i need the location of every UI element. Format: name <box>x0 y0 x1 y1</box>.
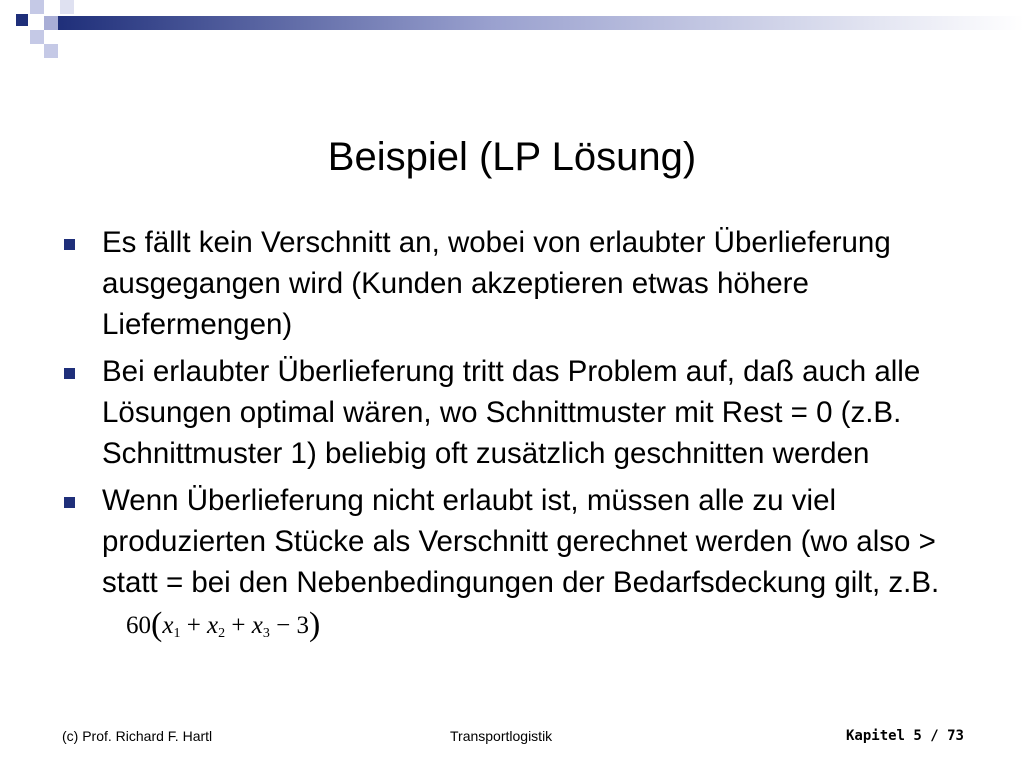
ornament-square-2 <box>30 0 44 14</box>
bullet-item-2 <box>60 351 970 474</box>
square-bullet-icon <box>64 497 75 508</box>
ornament-square-6 <box>60 0 74 14</box>
formula-close-paren: ) <box>308 606 321 643</box>
bullet-text-3: Wenn Überlieferung nicht erlaubt ist, müssen alle zu viel produzierten Stücke als Verschnitt gerechnet werden (wo also > statt = bei den Nebenbedingungen der Bedarfsdeckung gilt, z.B. <box>102 484 940 599</box>
formula-minus: − <box>276 612 291 639</box>
bullet-list <box>60 222 970 660</box>
formula-constant: 3 <box>296 612 309 639</box>
formula-plus-1: + <box>186 612 201 639</box>
formula-sub-1: 1 <box>173 626 181 641</box>
square-bullet-icon <box>64 239 75 250</box>
formula-var-3: x <box>251 612 263 639</box>
formula-var-2: x <box>207 612 219 639</box>
footer-course: Transportlogistik <box>450 728 553 744</box>
bullet-item-1 <box>60 222 970 345</box>
formula-plus-2: + <box>231 612 246 639</box>
formula-open-paren: ( <box>151 606 163 643</box>
ornament-band <box>58 16 1024 30</box>
formula-sub-2: 2 <box>218 626 226 641</box>
ornament-square-4 <box>44 16 58 30</box>
footer-author: (c) Prof. Richard F. Hartl <box>62 728 213 744</box>
bullet-item-3 <box>60 480 970 654</box>
slide-title: Beispiel (LP Lösung) <box>327 134 697 179</box>
ornament-square-5 <box>44 44 58 58</box>
footer-page-number: Kapitel 5 / 73 <box>845 728 964 744</box>
formula-var-1: x <box>162 612 174 639</box>
bullet-text-1: Es fällt kein Verschnitt an, wobei von erlaubter Überlieferung ausgegangen wird (Kunden akzeptieren etwas höhere Liefermengen) <box>102 226 891 341</box>
ornament-square-1 <box>16 14 28 26</box>
formula-sub-3: 3 <box>262 626 270 641</box>
square-bullet-icon <box>64 368 75 379</box>
formula <box>126 606 321 643</box>
formula-coefficient: 60 <box>126 612 151 639</box>
bullet-text-2: Bei erlaubter Überlieferung tritt das Problem auf, daß auch alle Lösungen optimal wären, wo Schnittmuster mit Rest = 0 (z.B. Schnittmuster 1) beliebig oft zusätzlich geschnitten werden <box>102 355 921 470</box>
header-ornament <box>0 0 1024 64</box>
ornament-square-3 <box>30 30 44 44</box>
